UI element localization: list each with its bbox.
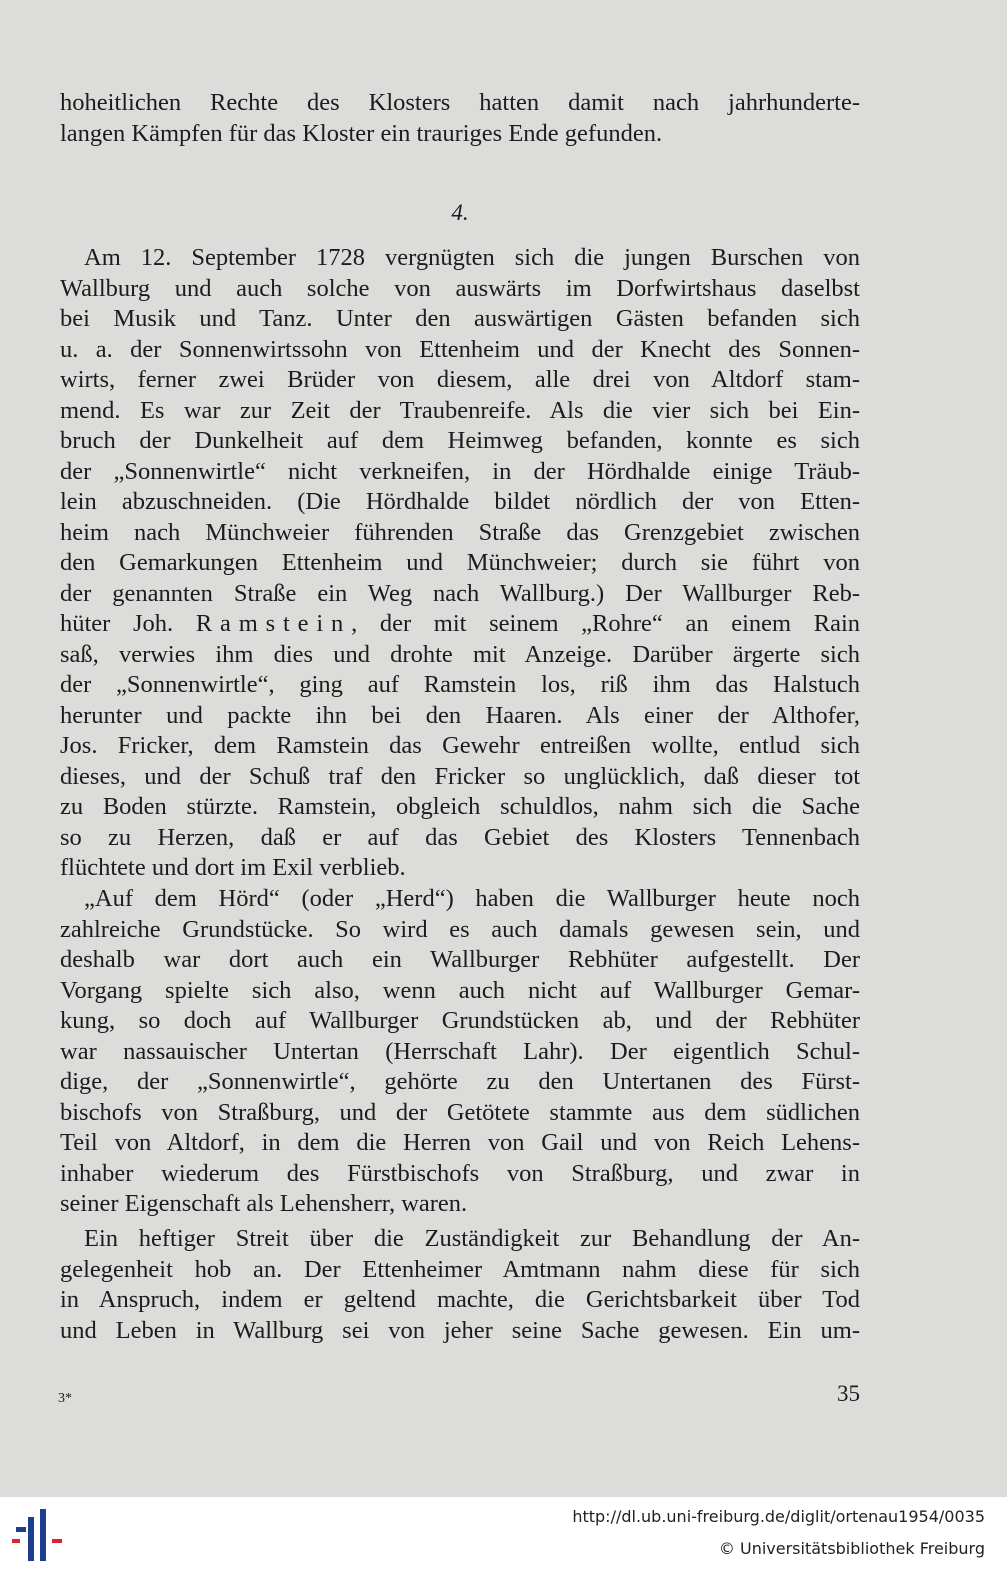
text-line: bischofs von Straßburg, und der Getötete stammte aus dem südlichen [60,1098,860,1126]
section-number: 4. [451,200,469,225]
text-line: zahlreiche Grundstücke. So wird es auch damals gewesen sein, und [60,915,860,943]
text-line: wirts, ferner zwei Brüder von diesem, alle drei von Altdorf stam- [60,366,860,393]
text-line: herunter und packte ihn bei den Haaren. Als einer der Althofer, [60,701,860,729]
text-line: so zu Herzen, daß er auf das Gebiet des Klosters Tennenbach [60,823,860,851]
text-segment: hüter Joh. [60,610,196,637]
copyright-notice: © Universitätsbibliothek Freiburg [718,1539,985,1558]
signature-mark: 3* [58,1391,72,1406]
paragraph-2 [60,884,860,1220]
text-line: in Anspruch, indem er geltend machte, die Gerichtsbarkeit über Tod [60,1286,860,1313]
paragraph-3 [60,1224,860,1346]
text-line: saß, verwies ihm dies und drohte mit Anzeige. Darüber ärgerte sich [60,640,860,668]
text-line: bruch der Dunkelheit auf dem Heimweg befanden, konnte es sich [60,427,860,454]
spaced-name: Ramstein [195,610,352,637]
text-line: flüchtete und dort im Exil verblieb. [60,854,406,881]
text-line: hoheitlichen Rechte des Klosters hatten damit nach jahrhunderte- [60,89,860,116]
text-segment: , der mit seinem „Rohre“ an einem Rain [351,610,861,637]
text-line: u. a. der Sonnenwirtssohn von Ettenheim und der Knecht des Sonnen- [60,335,860,363]
text-line: der „Sonnenwirtle“, ging auf Ramstein los, riß ihm das Halstuch [60,671,860,698]
text-line: dige, der „Sonnenwirtle“, gehörte zu den Untertanen des Fürst- [60,1068,860,1095]
text-line: deshalb war dort auch ein Wallburger Rebhüter aufgestellt. Der [60,946,860,973]
text-line: der genannten Straße ein Weg nach Wallburg.) Der Wallburger Reb- [60,579,860,607]
text-line: Ein heftiger Streit über die Zuständigkeit zur Behandlung der An- [84,1225,860,1252]
text-line: zu Boden stürzte. Ramstein, obgleich schuldlos, nahm sich die Sache [60,793,860,820]
page-number: 35 [837,1381,860,1406]
text-line: Am 12. September 1728 vergnügten sich die jungen Burschen von [84,244,860,271]
text-line: bei Musik und Tanz. Unter den auswärtigen Gästen befanden sich [60,305,860,332]
ub-freiburg-logo-icon[interactable] [10,1505,66,1565]
text-line: Jos. Fricker, dem Ramstein das Gewehr entreißen wollte, entlud sich [60,732,860,759]
paragraph-1 [60,243,860,884]
text-line: inhaber wiederum des Fürstbischofs von Straßburg, und zwar in [60,1159,860,1187]
text-line: „Auf dem Hörd“ (oder „Herd“) haben die Wallburger heute noch [84,885,860,912]
text-line: mend. Es war zur Zeit der Traubenreife. Als die vier sich bei Ein- [60,396,860,424]
text-line: Vorgang spielte sich also, wenn auch nicht auf Wallburger Gemar- [60,976,860,1004]
text-line: und Leben in Wallburg sei von jeher seine Sache gewesen. Ein um- [60,1316,860,1344]
text-line: lein abzuschneiden. (Die Hördhalde bildet nördlich der von Etten- [60,488,860,515]
viewer-footer-bar [0,1497,1007,1576]
text-line: dieses, und der Schuß traf den Fricker so unglücklich, daß dieser tot [60,762,860,790]
text-line [60,609,860,640]
text-line: gelegenheit hob an. Der Ettenheimer Amtmann nahm diese für sich [60,1255,860,1283]
text-line: seiner Eigenschaft als Lehensherr, waren. [60,1190,468,1217]
text-line: heim nach Münchweier führenden Straße das Grenzgebiet zwischen [60,518,860,546]
top-paragraph [60,88,860,149]
text-line: langen Kämpfen für das Kloster ein trauriges Ende gefunden. [60,119,663,147]
text-line: Teil von Altdorf, in dem die Herren von Gail und von Reich Lehens- [60,1129,860,1156]
text-line: der „Sonnenwirtle“ nicht verkneifen, in der Hördhalde einige Träub- [60,457,860,485]
text-line: kung, so doch auf Wallburger Grundstücken ab, und der Rebhüter [60,1007,860,1034]
document-url-link[interactable]: http://dl.ub.uni-freiburg.de/diglit/ortenau1954/0035 [572,1507,985,1526]
text-line: den Gemarkungen Ettenheim und Münchweier; durch sie führt von [60,549,860,576]
text-line: war nassauischer Untertan (Herrschaft Lahr). Der eigentlich Schul- [60,1037,860,1065]
text-line: Wallburg und auch solche von auswärts im Dorfwirtshaus daselbst [60,274,860,302]
